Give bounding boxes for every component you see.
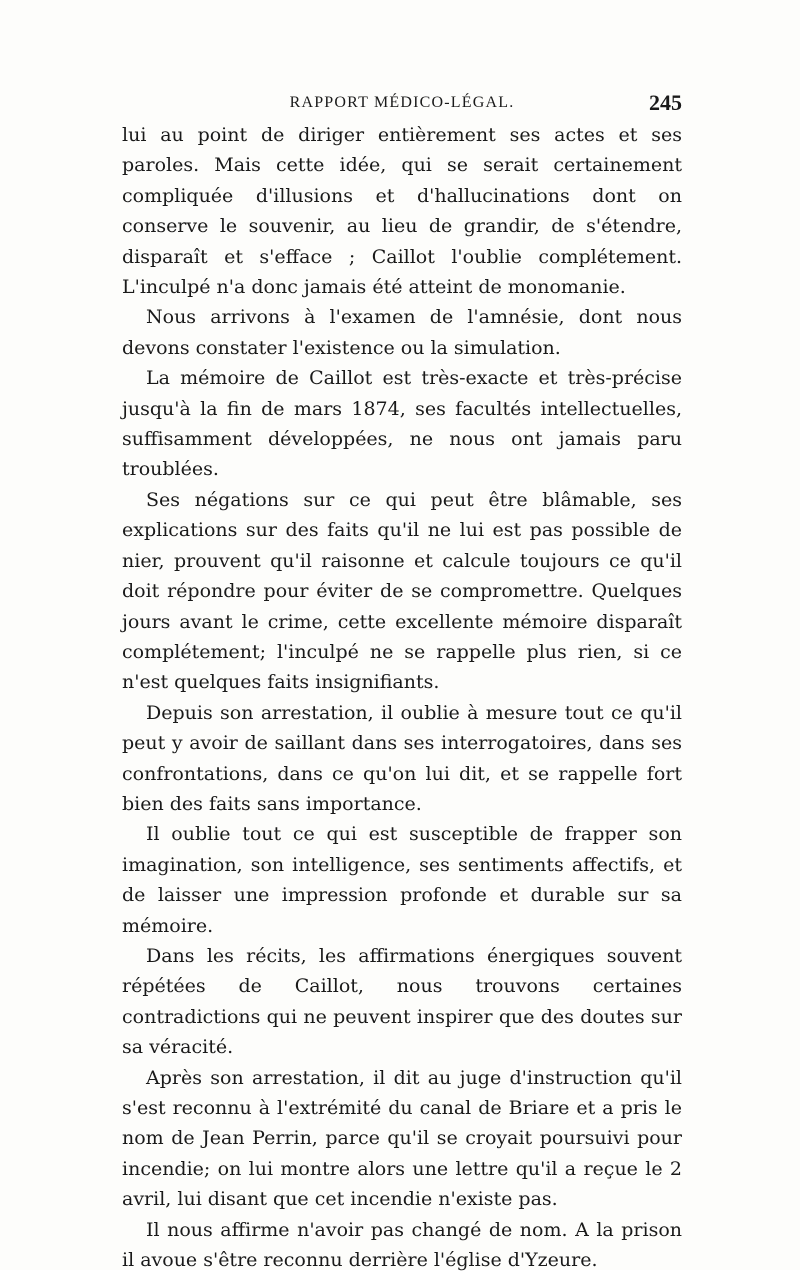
running-title: RAPPORT MÉDICO-LÉGAL. (289, 94, 515, 111)
page-number: 245 (649, 90, 682, 115)
paragraph: La mémoire de Caillot est très-exacte et très-précise jusqu'à la fin de mars 1874, ses facultés intellectuelles, suffisamment développées, ne nous ont jamais paru troublées. (122, 367, 682, 481)
running-head (122, 88, 682, 118)
paragraph: Depuis son arrestation, il oublie à mesure tout ce qu'il peut y avoir de saillant dans ses interrogatoires, dans ses confrontations, dans ce qu'on lui dit, et se rappelle fort bien des faits sans importance. (122, 701, 682, 815)
paragraph: Il oublie tout ce qui est susceptible de frapper son imagination, son intelligence, ses sentiments affectifs, et de laisser une impression profonde et durable sur sa mémoire. (122, 823, 682, 937)
paragraph: Ses négations sur ce qui peut être blâmable, ses explications sur des faits qu'il ne lui est pas possible de nier, prouvent qu'il raisonne et calcule toujours ce qu'il doit répondre pour éviter de se compromettre. Quelques jours avant le crime, cette excellente mémoire disparaît complétement; l'inculpé ne se rappelle plus rien, si ce n'est quelques faits insignifiants. (122, 488, 682, 694)
paragraph: Dans les récits, les affirmations énergiques souvent répétées de Caillot, nous trouvons certaines contradictions qui ne peuvent inspirer que des doutes sur sa véracité. (122, 944, 682, 1059)
paragraph: Après son arrestation, il dit au juge d'instruction qu'il s'est reconnu à l'extrémité du canal de Briare et a pris le nom de Jean Perrin, parce qu'il se croyait poursuivi pour incendie; on lui montre alors une lettre qu'il a reçue le 2 avril, lui disant que cet incendie n'existe pas. (122, 1066, 682, 1211)
body-text (122, 120, 682, 1275)
paragraph: lui au point de diriger entièrement ses actes et ses paroles. Mais cette idée, qui se serait certainement compliquée d'illusions et d'hallucinations dont on conserve le souvenir, au lieu de grandir, de s'étendre, disparaît et s'efface ; Caillot l'oublie complétement. L'inculpé n'a donc jamais été atteint de monomanie. (122, 124, 682, 299)
paragraph: Il nous affirme n'avoir pas changé de nom. A la prison il avoue s'être reconnu derrière l'église d'Yzeure. (122, 1218, 682, 1272)
paragraph: Nous arrivons à l'examen de l'amnésie, dont nous devons constater l'existence ou la simulation. (122, 306, 682, 359)
